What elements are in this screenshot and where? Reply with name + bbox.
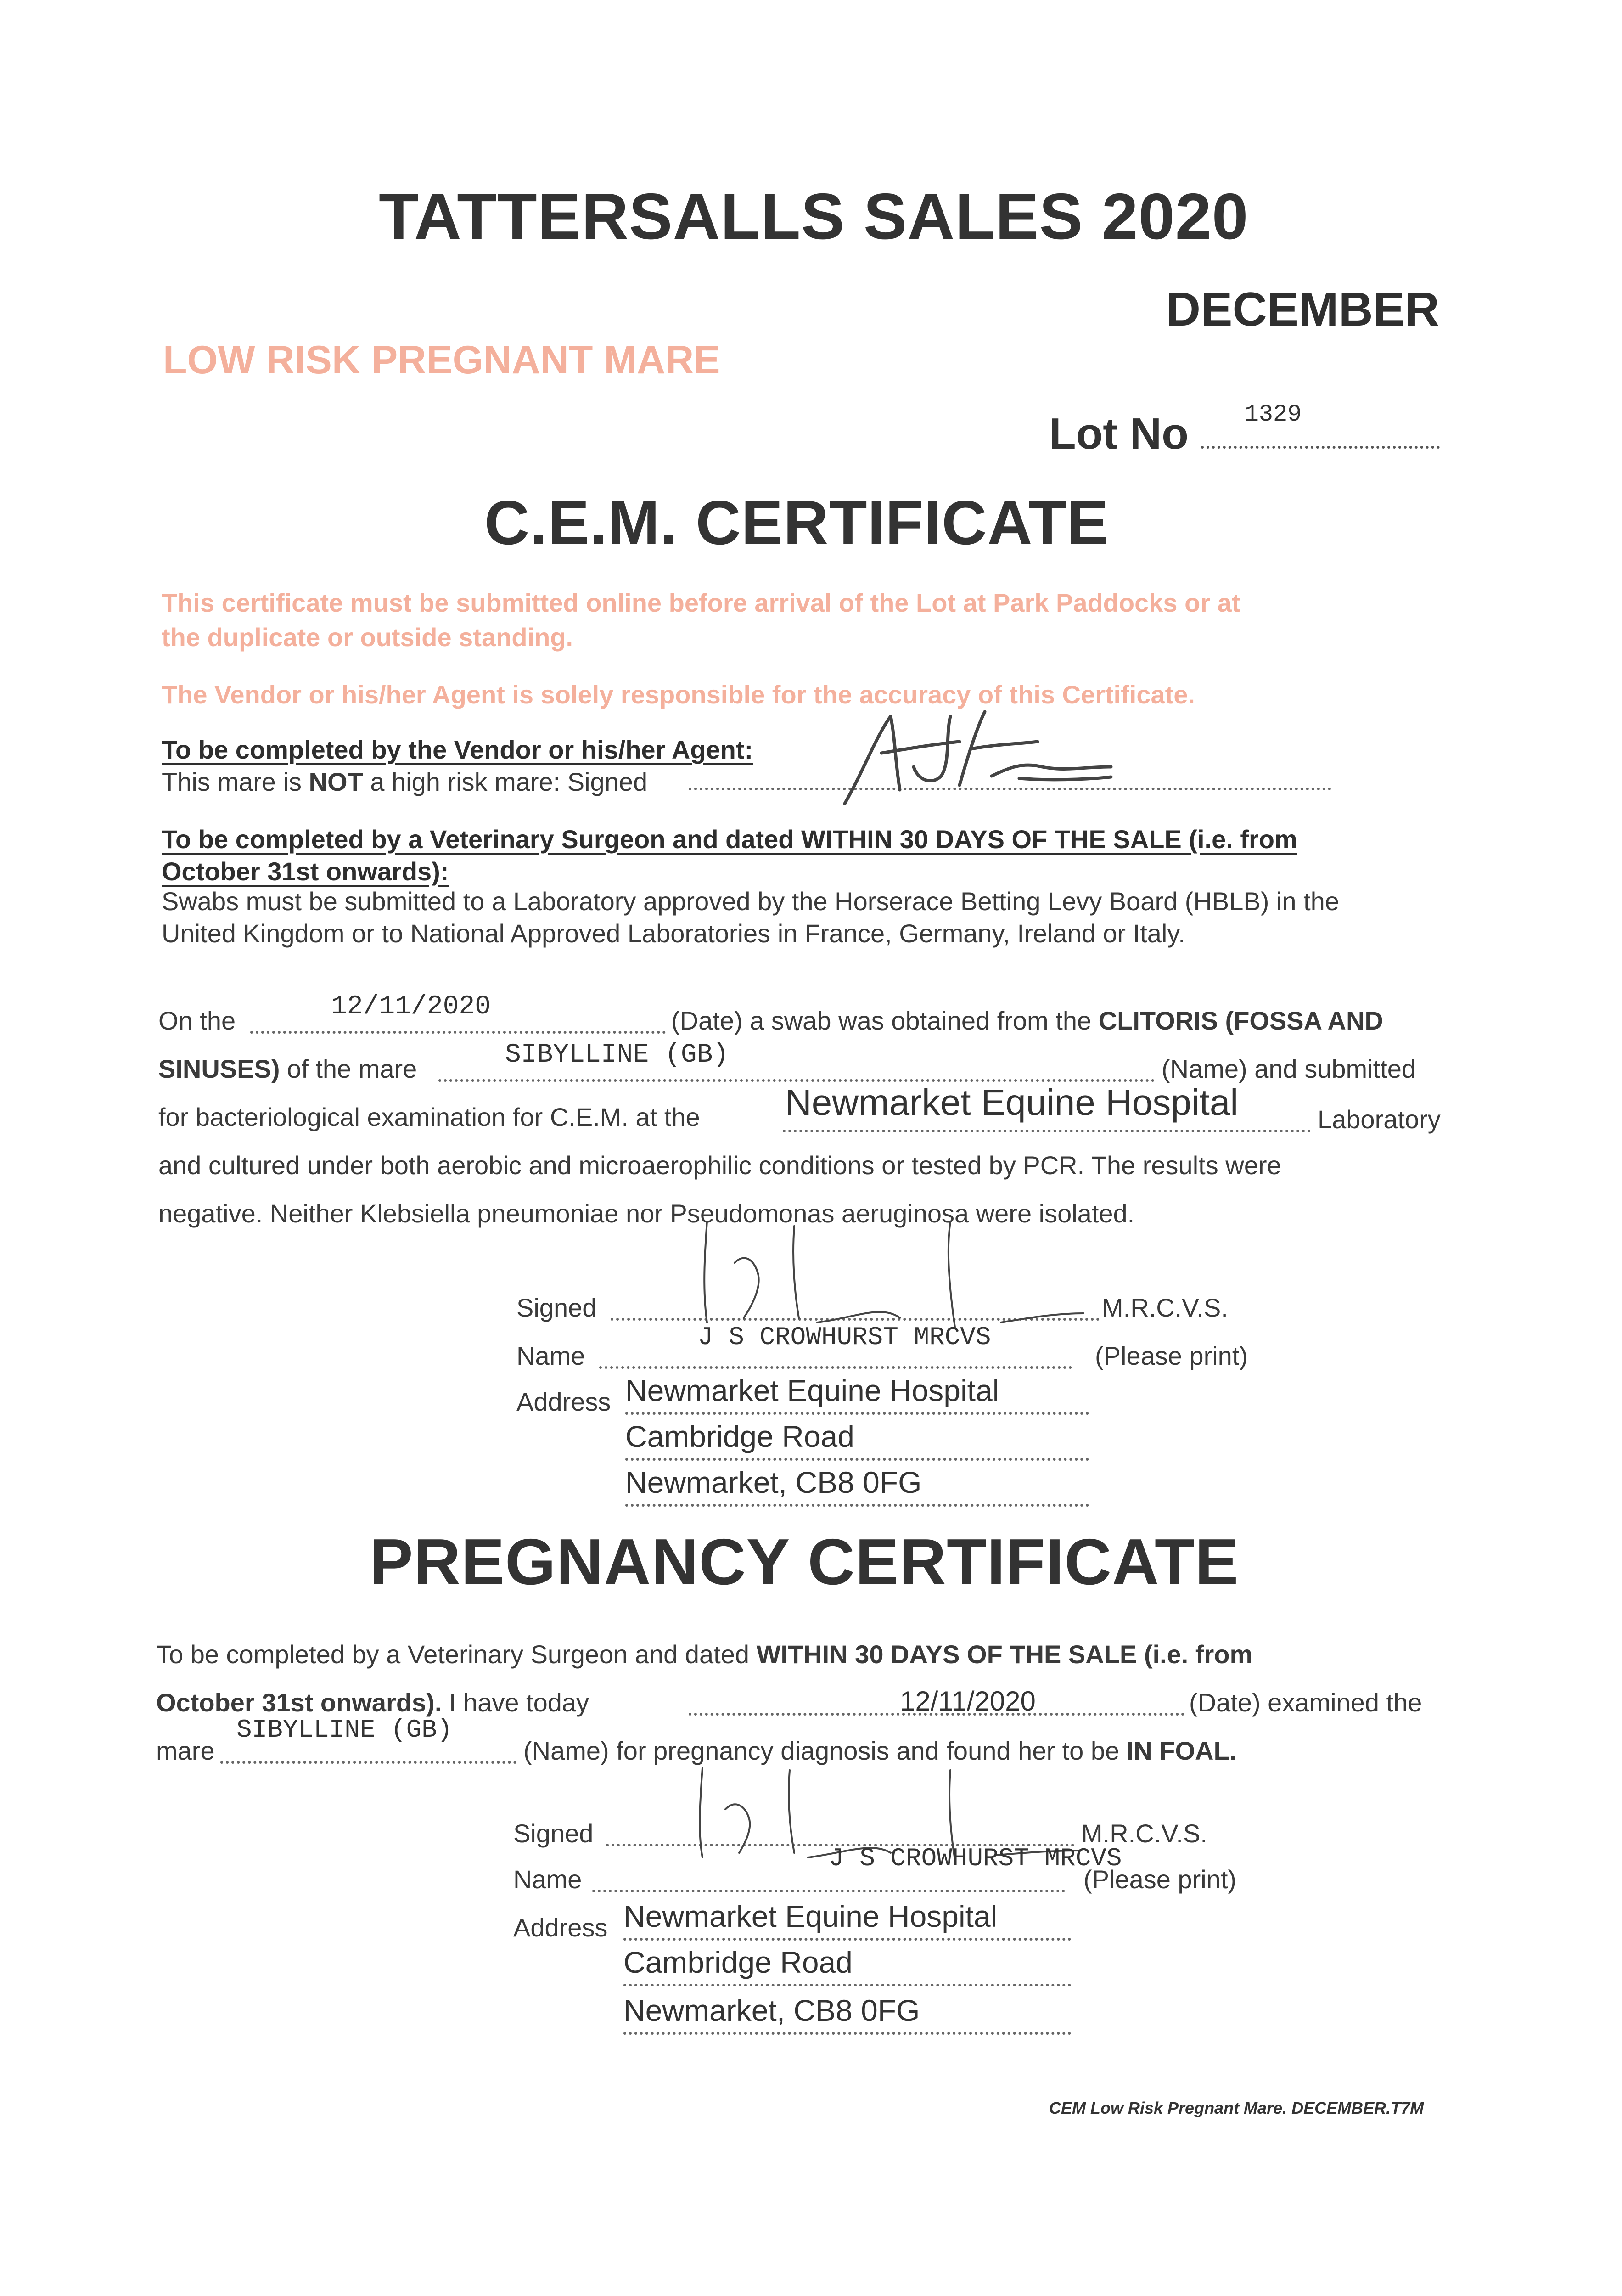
vendor-signature <box>826 698 1148 808</box>
document-title: TATTERSALLS SALES 2020 <box>379 180 1249 253</box>
preg-date-suffix: (Date) examined the <box>1189 1688 1422 1717</box>
cem-name-field <box>599 1366 1072 1369</box>
lot-label: Lot No <box>1049 409 1189 458</box>
vendor-heading: To be completed by the Vendor or his/her Agent: <box>162 735 753 764</box>
preg-signed-label: Signed <box>513 1819 594 1848</box>
swab-date-suffix: (Date) a swab was obtained from the CLITORIS (FOSSA AND <box>671 1006 1383 1035</box>
cem-notice-1: This certificate must be submitted online before arrival of the Lot at Park Paddocks or at <box>162 588 1240 617</box>
swab-laboratory-label: Laboratory <box>1318 1105 1441 1134</box>
preg-line2: October 31st onwards). I have today <box>156 1688 589 1717</box>
swab-negative-text: negative. Neither Klebsiella pneumoniae nor Pseudomonas aeruginosa were isolated. <box>158 1199 1135 1228</box>
swab-lab-value: Newmarket Equine Hospital <box>785 1082 1239 1123</box>
preg-address-1: Newmarket Equine Hospital <box>623 1899 998 1933</box>
preg-address-field-3 <box>623 2032 1071 2035</box>
swab-name-submitted: (Name) and submitted <box>1162 1054 1416 1083</box>
cem-address-field-2 <box>625 1458 1089 1461</box>
preg-mare-field <box>220 1761 516 1764</box>
swab-mare-value: SIBYLLINE (GB) <box>505 1040 729 1070</box>
swab-lab-line: for bacteriological examination for C.E.M. at the <box>158 1103 700 1131</box>
swab-text-line2: United Kingdom or to National Approved Laboratories in France, Germany, Ireland or Italy. <box>162 919 1185 948</box>
preg-address-field-2 <box>623 1984 1071 1986</box>
preg-address-3: Newmarket, CB8 0FG <box>623 1993 920 2027</box>
cem-signed-label: Signed <box>516 1293 597 1322</box>
cem-notice-1b: the duplicate or outside standing. <box>162 623 573 652</box>
cem-address-1: Newmarket Equine Hospital <box>625 1373 999 1407</box>
vet-heading-line2: October 31st onwards): <box>162 857 449 886</box>
swab-date-value: 12/11/2020 <box>331 992 491 1022</box>
preg-vet-name: J S CROWHURST MRCVS <box>829 1844 1122 1873</box>
cem-address-label: Address <box>516 1387 611 1416</box>
swab-date-line: On the <box>158 1006 236 1035</box>
cem-address-field-3 <box>625 1504 1089 1507</box>
pregnancy-title: PREGNANCY CERTIFICATE <box>370 1525 1239 1598</box>
preg-mare-label: mare <box>156 1736 215 1765</box>
lot-value: 1329 <box>1244 401 1302 428</box>
cem-mrcvs: M.R.C.V.S. <box>1102 1293 1228 1322</box>
vet-heading-line1: To be completed by a Veterinary Surgeon and dated WITHIN 30 DAYS OF THE SALE (i.e. from <box>162 825 1297 854</box>
sale-month: DECEMBER <box>1166 283 1440 336</box>
footer-reference: CEM Low Risk Pregnant Mare. DECEMBER.T7M <box>1049 2099 1424 2117</box>
cem-notice-2: The Vendor or his/her Agent is solely responsible for the accuracy of this Certificate. <box>162 680 1195 709</box>
cem-address-3: Newmarket, CB8 0FG <box>625 1465 922 1499</box>
preg-address-field-1 <box>623 1938 1071 1941</box>
preg-name-label: Name <box>513 1865 582 1894</box>
cem-address-2: Cambridge Road <box>625 1419 854 1453</box>
preg-please-print: (Please print) <box>1083 1865 1237 1894</box>
preg-mrcvs: M.R.C.V.S. <box>1081 1819 1207 1848</box>
cem-name-label: Name <box>516 1341 585 1370</box>
cem-please-print: (Please print) <box>1095 1341 1248 1370</box>
preg-line3: (Name) for pregnancy diagnosis and found her to be IN FOAL. <box>523 1736 1237 1765</box>
swab-cultured-text: and cultured under both aerobic and microaerophilic conditions or tested by PCR. The results were <box>158 1151 1281 1180</box>
swab-lab-field <box>783 1130 1311 1132</box>
swab-text-line1: Swabs must be submitted to a Laboratory approved by the Horserace Betting Levy Board (HBLB) in the <box>162 887 1339 916</box>
swab-mare-line: SINUSES) of the mare <box>158 1054 417 1083</box>
preg-date-value: 12/11/2020 <box>900 1686 1036 1716</box>
category-label: LOW RISK PREGNANT MARE <box>163 338 720 382</box>
preg-name-field <box>592 1890 1065 1892</box>
cem-title: C.E.M. CERTIFICATE <box>484 488 1109 557</box>
lot-number <box>1049 401 1440 459</box>
preg-address-2: Cambridge Road <box>623 1945 853 1979</box>
vendor-declaration: This mare is NOT a high risk mare: Signed <box>162 767 648 796</box>
cem-vet-name: J S CROWHURST MRCVS <box>698 1322 991 1352</box>
cem-vet-signature <box>679 1212 1093 1332</box>
swab-date-field <box>250 1031 666 1034</box>
preg-mare-value: SIBYLLINE (GB) <box>236 1715 453 1745</box>
preg-line1: To be completed by a Veterinary Surgeon and dated WITHIN 30 DAYS OF THE SALE (i.e. from <box>156 1640 1253 1669</box>
preg-address-label: Address <box>513 1913 608 1942</box>
cem-address-field-1 <box>625 1412 1089 1415</box>
